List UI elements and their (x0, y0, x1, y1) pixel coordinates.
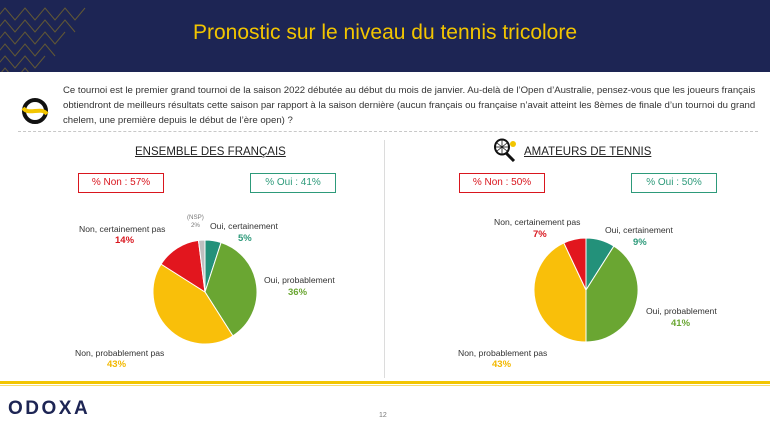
label-oui-probablement: Oui, probablement (264, 275, 335, 285)
label-non-certainement-amateurs: Non, certainement pas (494, 217, 581, 227)
label-oui-certainement-amateurs: Oui, certainement (605, 225, 673, 235)
page-title: Pronostic sur le niveau du tennis tricolore (192, 21, 578, 44)
label-non-probablement-amateurs: Non, probablement pas (458, 348, 548, 358)
question-text: Ce tournoi est le premier grand tournoi de la saison 2022 débutée au début du mois de janvier. Au-delà de l’Open d’Australie, pensez-vous que les joueurs français obtiendront de meilleurs résultats cette saison par rapport à la saison dernière (aucun français ou française n’avait atteint les 8èmes de finale d’un tournoi du grand chelem, une première depuis le début de l’ère open) ? (63, 85, 756, 126)
value-oui-certainement: 5% (238, 233, 252, 244)
summary-oui-ensemble: % Oui : 41% (250, 173, 336, 193)
value-oui-probablement: 36% (288, 287, 308, 298)
label-oui-certainement: Oui, certainement (210, 221, 278, 231)
summary-oui-amateurs: % Oui : 50% (631, 173, 717, 193)
value-non-certainement-amateurs: 7% (533, 229, 547, 240)
summary-non-ensemble: % Non : 57% (78, 173, 164, 193)
value-non-probablement-amateurs: 43% (492, 359, 512, 370)
label-nsp: (NSP) 2% (187, 214, 204, 229)
footer-bar-thin (0, 385, 770, 386)
value-oui-certainement-amateurs: 9% (633, 237, 647, 248)
label-non-probablement: Non, probablement pas (75, 348, 165, 358)
footer-bar (0, 381, 770, 384)
panel-title-ensemble: ENSEMBLE DES FRANÇAIS (135, 146, 286, 158)
page-number: 12 (379, 412, 387, 419)
label-oui-probablement-amateurs: Oui, probablement (646, 306, 717, 316)
panel-title-amateurs: AMATEURS DE TENNIS (524, 146, 652, 158)
summary-non-amateurs: % Non : 50% (459, 173, 545, 193)
value-non-probablement: 43% (107, 359, 127, 370)
value-oui-probablement-amateurs: 41% (671, 318, 691, 329)
value-non-certainement: 14% (115, 235, 135, 246)
brand-logo: ODOXA (8, 398, 91, 419)
label-non-certainement: Non, certainement pas (79, 224, 166, 234)
